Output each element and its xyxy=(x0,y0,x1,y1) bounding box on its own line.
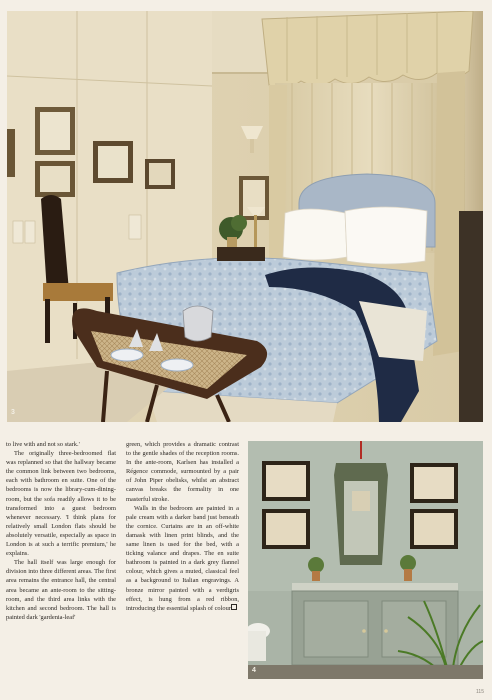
page-number: 115 xyxy=(476,689,484,695)
body-text-column-2 xyxy=(126,440,239,678)
paragraph: to live with and not so stark.' xyxy=(6,441,80,448)
figure-number-3: 3 xyxy=(11,409,15,416)
paragraph-text: Walls in the bedroom are painted in a pale cream with a darker band just beneath the cornice. Curtains are in an off-white damask with linen print blinds, and the same linen is used for the bed, with a ticking valance and drapes. The en suite bathroom is painted in a dark grey flannel colour, which gives a muted, classical feel as a background to Italian engravings. A bronze mirror painted with a verdigris effect, is hung from a red ribbon, introducing the essential splash of colour xyxy=(126,504,239,612)
body-text-column-1 xyxy=(6,440,116,678)
paragraph: green, which provides a dramatic contrast to the gentle shades of the reception rooms. In the ante-room, Karlsen has installed a Régence commode, surmounted by a pair of John Piper obelisks, whilst an abstract canvas breaks the formality in one masterful stroke. xyxy=(126,441,239,503)
paragraph: The originally three-bedroomed flat was replanned so that the hallway became the common link between two bedrooms, each with bathroom en suite. One of the bedrooms is now the library-cum-dining-room, but the sofa readily allows it to be transformed into a guest bedroom whenever necessary. 'I think plans for relatively small London flats should be absolutely versatile, especially as space in London is at such a terrific premium,' he explains. xyxy=(6,450,116,558)
paragraph: The hall itself was large enough for division into three different areas. The first area remains the entrance hall, the central area became an ante-room to the sitting-room, and the third area links with the kitchen and second bedroom. The hall is painted dark 'gardenia-leaf' xyxy=(6,559,116,621)
figure-number-4: 4 xyxy=(252,667,256,674)
paragraph xyxy=(126,504,239,613)
bedroom-photo xyxy=(7,11,483,422)
end-mark-icon xyxy=(231,604,237,610)
bathroom-photo xyxy=(248,441,483,679)
